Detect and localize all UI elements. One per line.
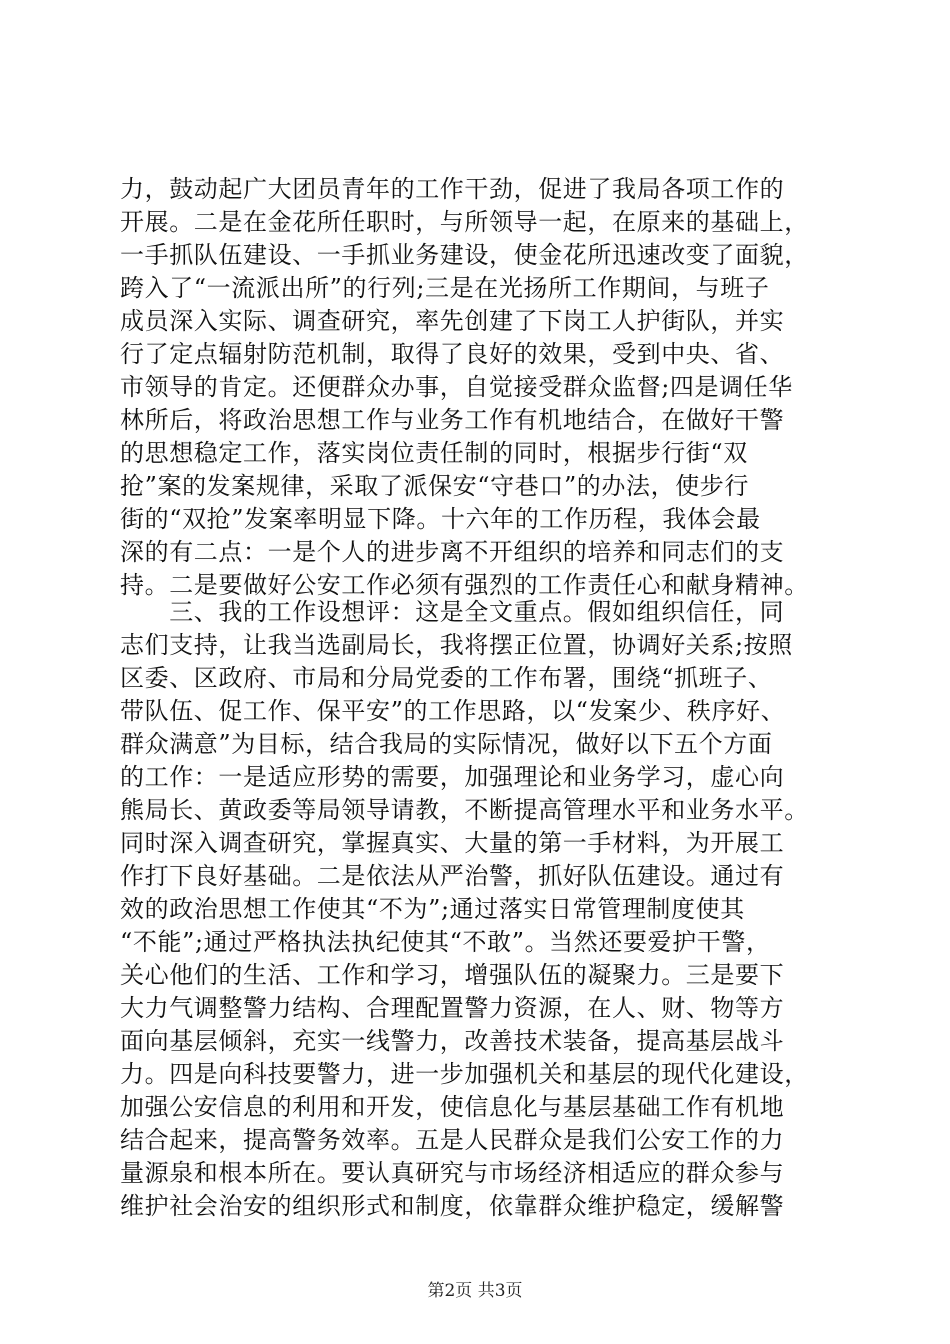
page-footer: 第2页 共3页 (427, 1281, 523, 1301)
text-line: 力，鼓动起广大团员青年的工作干劲，促进了我局各项工作的 (120, 175, 785, 203)
text-line: 行了定点辐射防范机制，取得了良好的效果，受到中央、省、 (120, 340, 785, 368)
text-line: 面向基层倾斜，充实一线警力，改善技术装备，提高基层战斗 (120, 1027, 785, 1055)
text-line: 同时深入调查研究，掌握真实、大量的第一手材料，为开展工 (120, 829, 785, 857)
text-line: 市领导的肯定。还便群众办事，自觉接受群众监督;四是调任华 (120, 373, 793, 401)
text-line: 维护社会治安的组织形式和制度，依靠群众维护稳定，缓解警 (120, 1192, 785, 1220)
text-line: 街的“双抢”发案率明显下降。十六年的工作历程，我体会最 (120, 505, 761, 533)
text-line: 关心他们的生活、工作和学习，增强队伍的凝聚力。三是要下 (120, 961, 785, 989)
text-line: “不能”;通过严格执法执纪使其“不敢”。当然还要爱护干警， (120, 928, 771, 956)
text-line: 持。二是要做好公安工作必须有强烈的工作责任心和献身精神。 (120, 571, 809, 599)
text-line: 抢”案的发案规律，采取了派保安“守巷口”的办法，使步行 (120, 472, 750, 500)
text-line: 的思想稳定工作，落实岗位责任制的同时，根据步行街“双 (120, 439, 748, 467)
text-line: 带队伍、促工作、保平安”的工作思路，以“发案少、秩序好、 (120, 697, 786, 725)
text-line: 林所后，将政治思想工作与业务工作有机地结合，在做好干警 (120, 406, 785, 434)
text-line: 志们支持，让我当选副局长，我将摆正位置，协调好关系;按照 (120, 631, 793, 659)
text-line: 开展。二是在金花所任职时，与所领导一起，在原来的基础上， (120, 208, 809, 236)
text-line: 成员深入实际、调查研究，率先创建了下岗工人护街队，并实 (120, 307, 785, 335)
text-line: 一手抓队伍建设、一手抓业务建设，使金花所迅速改变了面貌， (120, 241, 809, 269)
text-line: 作打下良好基础。二是依法从严治警，抓好队伍建设。通过有 (120, 862, 785, 890)
text-line: 加强公安信息的利用和开发，使信息化与基层基础工作有机地 (120, 1093, 785, 1121)
text-line: 大力气调整警力结构、合理配置警力资源，在人、财、物等方 (120, 994, 785, 1022)
text-line: 区委、区政府、市局和分局党委的工作布署，围绕“抓班子、 (120, 664, 773, 692)
text-line: 熊局长、黄政委等局领导请教，不断提高管理水平和业务水平。 (120, 796, 809, 824)
text-line: 效的政治思想工作使其“不为”;通过落实日常管理制度使其 (120, 895, 745, 923)
text-line: 跨入了“一流派出所”的行列;三是在光扬所工作期间，与班子 (120, 274, 770, 302)
paragraph-2 (120, 596, 840, 1223)
text-line: 力。四是向科技要警力，进一步加强机关和基层的现代化建设， (120, 1060, 809, 1088)
text-line: 深的有二点：一是个人的进步离不开组织的培养和同志们的支 (120, 538, 785, 566)
text-line: 三、我的工作设想评：这是全文重点。假如组织信任，同 (120, 598, 785, 626)
text-line: 群众满意”为目标，结合我局的实际情况，做好以下五个方面 (120, 730, 773, 758)
text-line: 结合起来，提高警务效率。五是人民群众是我们公安工作的力 (120, 1126, 785, 1154)
paragraph-1 (120, 173, 840, 602)
text-line: 量源泉和根本所在。要认真研究与市场经济相适应的群众参与 (120, 1159, 785, 1187)
text-line: 的工作：一是适应形势的需要，加强理论和业务学习，虚心向 (120, 763, 785, 791)
